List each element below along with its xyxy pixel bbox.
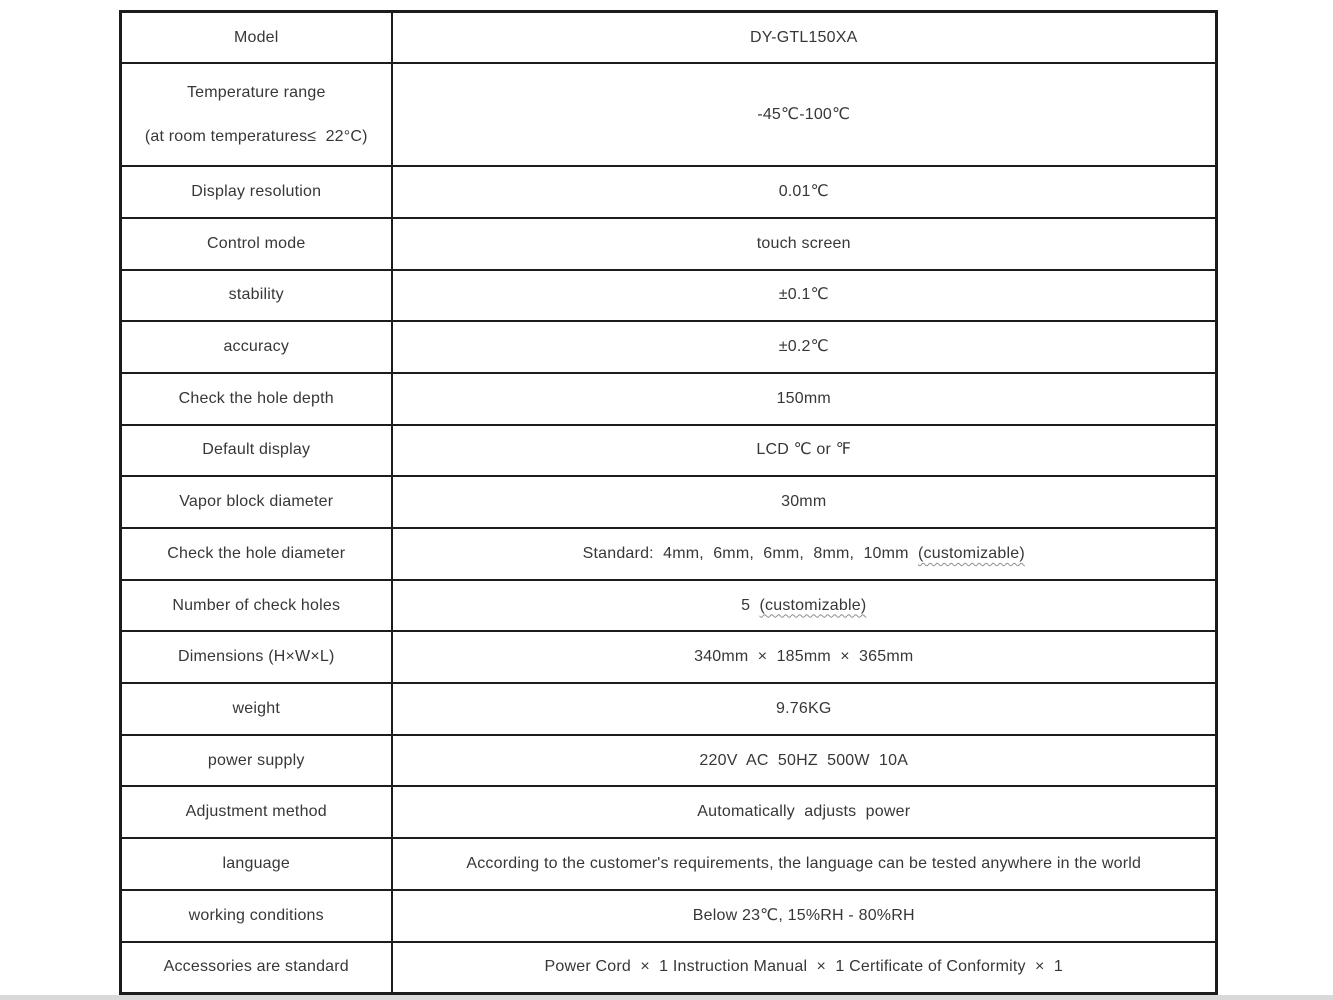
spec-value-cell <box>392 786 1217 838</box>
spec-value: 5 <box>741 596 760 614</box>
spec-label-cell <box>121 631 392 683</box>
spec-label-cell <box>121 528 392 580</box>
spec-value-cell <box>392 166 1217 218</box>
spec-label-cell <box>121 735 392 787</box>
spec-label: Accessories are standard <box>163 958 349 976</box>
spec-label-cell <box>121 373 392 425</box>
spec-label: Check the hole diameter <box>167 544 346 562</box>
spec-value: DY-GTL150XA <box>750 28 858 46</box>
table-row-hole-depth <box>121 373 1217 425</box>
spec-table <box>119 10 1218 995</box>
spec-value: 220V AC 50HZ 500W 10A <box>699 751 909 769</box>
spec-value-cell <box>392 735 1217 787</box>
spec-label-cell <box>121 942 392 994</box>
spec-label-cell <box>121 321 392 373</box>
spec-value: Below 23℃, 15%RH - 80%RH <box>692 906 915 924</box>
spec-value: ±0.1℃ <box>778 286 829 304</box>
spec-value-cell <box>392 373 1217 425</box>
spec-value-cell <box>392 528 1217 580</box>
spec-label-cell <box>121 12 392 64</box>
spec-value: Power Cord × 1 Instruction Manual × 1 Certificate of Conformity × 1 <box>544 958 1063 976</box>
table-row-power-supply <box>121 735 1217 787</box>
table-row-language <box>121 838 1217 890</box>
bottom-edge-strip <box>0 995 1333 1000</box>
spec-value: Standard: 4mm, 6mm, 6mm, 8mm, 10mm <box>582 544 919 562</box>
spec-label: working conditions <box>188 906 324 924</box>
spec-value: Automatically adjusts power <box>697 803 911 821</box>
spec-label: Adjustment method <box>185 803 327 821</box>
spec-label: Check the hole depth <box>178 389 334 407</box>
table-row-weight <box>121 683 1217 735</box>
spec-label: stability <box>228 286 284 304</box>
spec-value-cell <box>392 12 1217 64</box>
spec-label-cell <box>121 580 392 632</box>
spec-value: ±0.2℃ <box>778 338 829 356</box>
spec-value-wavy-underlined: (customizable) <box>918 544 1025 562</box>
spec-label-cell <box>121 270 392 322</box>
spec-label: Model <box>233 28 279 46</box>
spec-value: 150mm <box>776 389 831 407</box>
spec-value-cell <box>392 321 1217 373</box>
spec-value-cell <box>392 631 1217 683</box>
spec-label: weight <box>232 699 280 717</box>
spec-label-cell <box>121 218 392 270</box>
spec-label: Display resolution <box>191 183 322 201</box>
spec-label: Dimensions (H×W×L) <box>177 648 335 666</box>
table-row-vapor-block-diameter <box>121 476 1217 528</box>
spec-label-cell <box>121 838 392 890</box>
table-row-number-of-check-holes <box>121 580 1217 632</box>
table-row-adjustment-method <box>121 786 1217 838</box>
spec-value-cell <box>392 890 1217 942</box>
spec-label-line2: (at room temperatures≤ 22°C) <box>144 127 368 145</box>
spec-value-cell <box>392 942 1217 994</box>
spec-label: Vapor block diameter <box>179 493 334 511</box>
spec-value: According to the customer's requirements, the language can be tested anywhere in the world <box>466 854 1142 872</box>
spec-label-cell <box>121 890 392 942</box>
spec-table-container <box>119 10 1218 995</box>
spec-label: language <box>222 854 290 872</box>
table-row-temperature-range <box>121 63 1217 166</box>
spec-value-cell <box>392 476 1217 528</box>
spec-label-cell <box>121 683 392 735</box>
spec-value-cell <box>392 580 1217 632</box>
table-row-accessories <box>121 942 1217 994</box>
table-row-accuracy <box>121 321 1217 373</box>
spec-label-cell <box>121 63 392 166</box>
table-row-hole-diameter <box>121 528 1217 580</box>
spec-value-cell <box>392 63 1217 166</box>
spec-label-line1: Temperature range <box>186 83 326 101</box>
spec-value: LCD ℃ or ℉ <box>756 441 852 459</box>
spec-value-cell <box>392 218 1217 270</box>
spec-value: 0.01℃ <box>778 183 829 201</box>
table-row-model <box>121 12 1217 64</box>
table-row-default-display <box>121 425 1217 477</box>
spec-value: 9.76KG <box>776 699 832 717</box>
spec-label: accuracy <box>223 338 290 356</box>
spec-label: power supply <box>207 751 305 769</box>
spec-label: Control mode <box>207 234 306 252</box>
table-row-dimensions <box>121 631 1217 683</box>
table-row-working-conditions <box>121 890 1217 942</box>
table-row-control-mode <box>121 218 1217 270</box>
spec-value: touch screen <box>756 234 851 252</box>
spec-value-cell <box>392 270 1217 322</box>
table-row-stability <box>121 270 1217 322</box>
spec-value-wavy-underlined: (customizable) <box>759 596 867 614</box>
spec-label: Number of check holes <box>172 596 341 614</box>
spec-label-cell <box>121 425 392 477</box>
spec-value: 340mm × 185mm × 365mm <box>694 648 914 666</box>
spec-label-cell <box>121 476 392 528</box>
spec-label: Default display <box>202 441 311 459</box>
table-row-display-resolution <box>121 166 1217 218</box>
spec-value: -45℃-100℃ <box>757 105 851 123</box>
spec-value-cell <box>392 838 1217 890</box>
spec-value: 30mm <box>781 493 827 511</box>
spec-value-cell <box>392 425 1217 477</box>
spec-label-cell <box>121 166 392 218</box>
spec-label-cell <box>121 786 392 838</box>
spec-value-cell <box>392 683 1217 735</box>
